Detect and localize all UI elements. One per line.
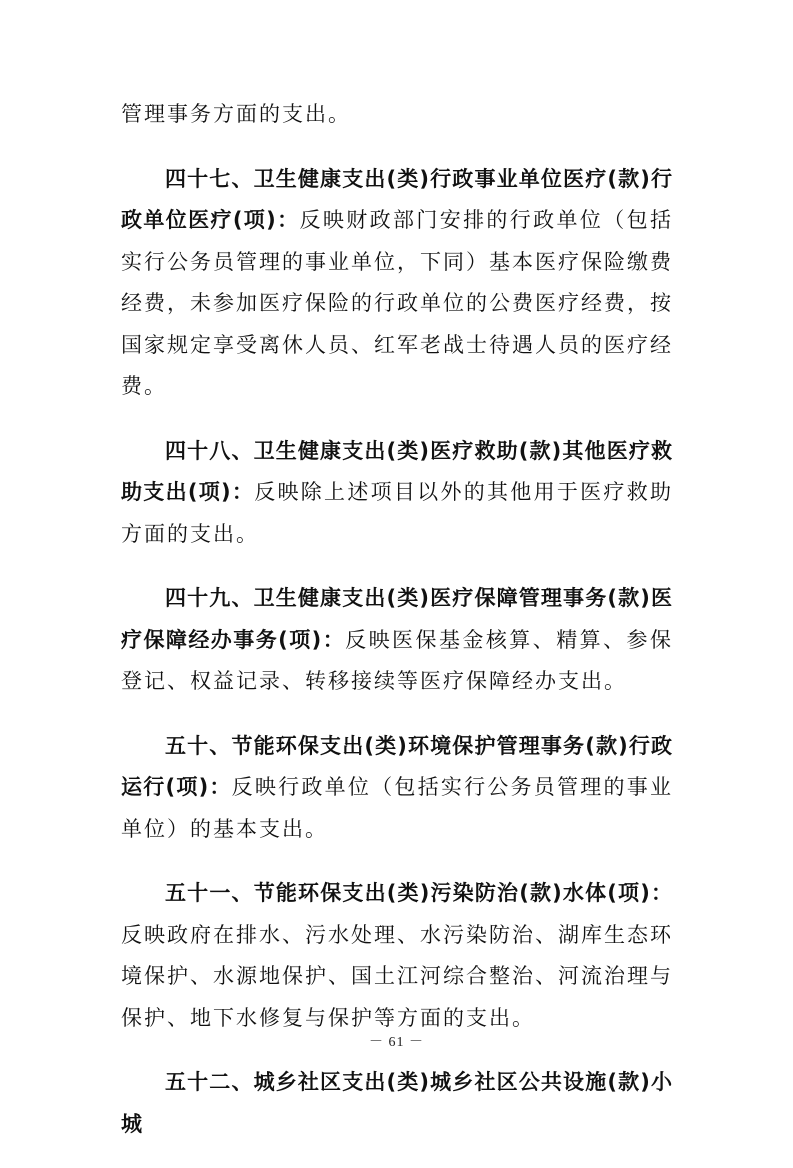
paragraph-item-50	[121, 726, 673, 851]
paragraph-heading: 五十、节能环保支出(类)环境保护管理事务(款)行政运行(项)：	[121, 733, 673, 799]
paragraph-item-49	[121, 578, 673, 703]
paragraph-text: 管理事务方面的支出。	[121, 102, 351, 126]
paragraph-text: 反映财政部门安排的行政单位（包括实行公务员管理的事业单位，下同）基本医疗保险缴费经费，未参加医疗保险的行政单位的公费医疗经费，按国家规定享受离休人员、红军老战士待遇人员的医疗经费。	[121, 208, 673, 398]
paragraph-item-47	[121, 159, 673, 408]
page-number: － 61 －	[369, 1035, 424, 1050]
paragraph-text: 反映行政单位（包括实行公务员管理的事业单位）的基本支出。	[121, 775, 674, 841]
paragraph-item-51	[121, 873, 673, 1039]
paragraph-continuation	[121, 94, 673, 136]
paragraph-item-48	[121, 431, 673, 556]
paragraph-heading: 五十一、节能环保支出(类)污染防治(款)水体(项)：	[165, 881, 673, 905]
paragraph-heading: 五十二、城乡社区支出(类)城乡社区公共设施(款)小城	[121, 1070, 673, 1136]
paragraph-item-52	[121, 1062, 673, 1145]
paragraph-text: 反映除上述项目以外的其他用于医疗救助方面的支出。	[121, 480, 674, 546]
paragraph-heading: 四十七、卫生健康支出(类)行政事业单位医疗(款)行政单位医疗(项)：	[121, 166, 673, 232]
paragraph-heading: 四十八、卫生健康支出(类)医疗救助(款)其他医疗救助支出(项)：	[121, 438, 673, 504]
paragraph-text: 反映政府在排水、污水处理、水污染防治、湖库生态环境保护、水源地保护、国土江河综合整治、河流治理与保护、地下水修复与保护等方面的支出。	[121, 922, 673, 1030]
paragraph-heading: 四十九、卫生健康支出(类)医疗保障管理事务(款)医疗保障经办事务(项)：	[121, 586, 673, 652]
document-body	[121, 94, 673, 1168]
paragraph-text: 反映医保基金核算、精算、参保登记、权益记录、转移接续等医疗保障经办支出。	[121, 627, 674, 693]
